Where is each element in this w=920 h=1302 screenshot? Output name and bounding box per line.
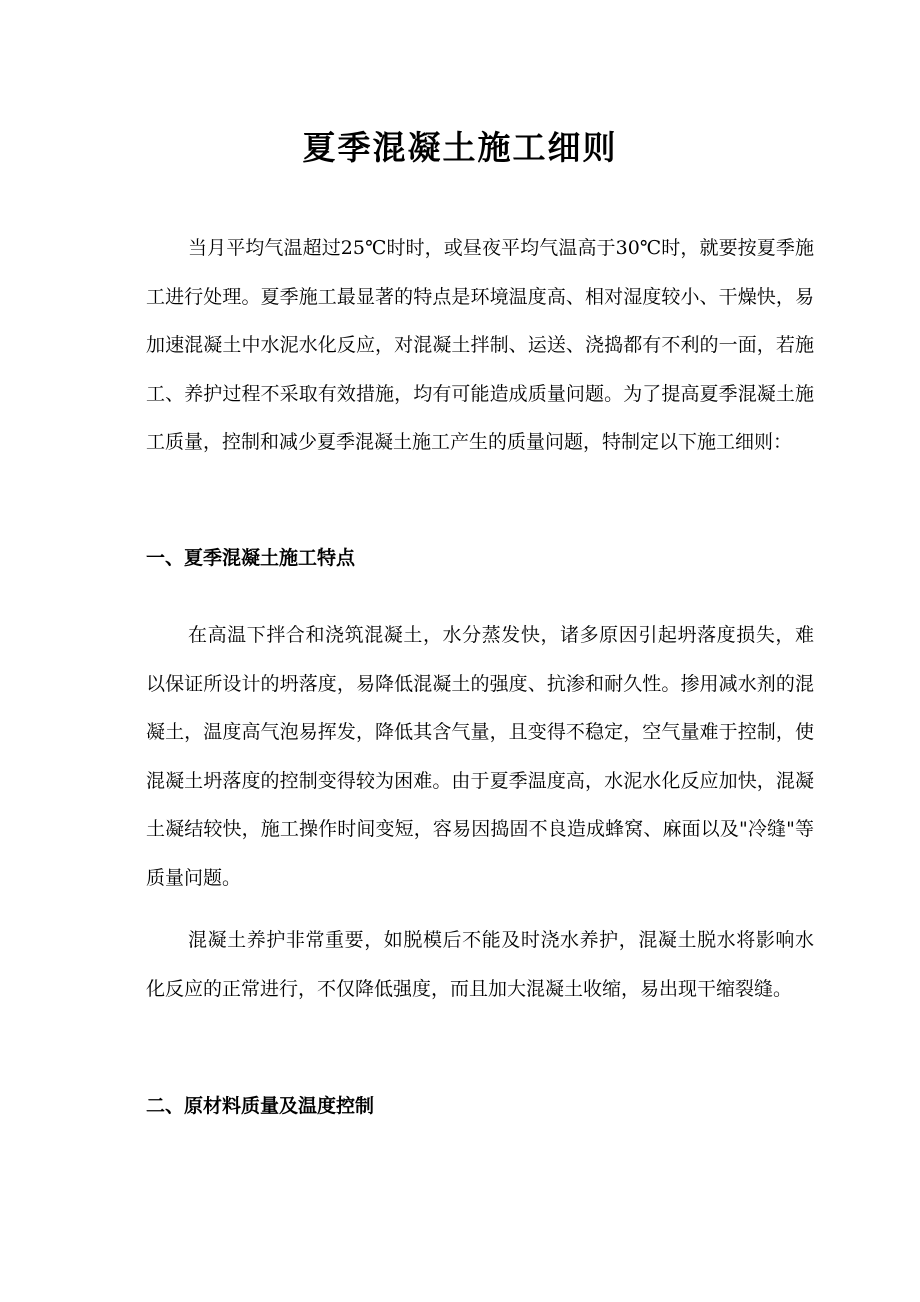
section-1-paragraph-2: 混凝土养护非常重要，如脱模后不能及时浇水养护，混凝土脱水将影响水化反应的正常进行，不仅降低强度，而且加大混凝土收缩，易出现干缩裂缝。 <box>146 929 814 1000</box>
section-heading-2: 二、原材料质量及温度控制 <box>146 1095 375 1117</box>
intro-paragraph: 当月平均气温超过25℃时时，或昼夜平均气温高于30℃时，就要按夏季施工进行处理。夏季施工最显著的特点是环境温度高、相对湿度较小、干燥快，易加速混凝土中水泥水化反应，对混凝土拌制、运送、浇捣都有不利的一面，若施工、养护过程不采取有效措施，均有可能造成质量问题。为了提高夏季混凝土施工质量，控制和减少夏季混凝土施工产生的质量问题，特制定以下施工细则： <box>146 237 814 453</box>
section-1-paragraph-1: 在高温下拌合和浇筑混凝土，水分蒸发快，诸多原因引起坍落度损失，难以保证所设计的坍落度，易降低混凝土的强度、抗渗和耐久性。掺用减水剂的混凝土，温度高气泡易挥发，降低其含气量，且变得不稳定，空气量难于控制，使混凝土坍落度的控制变得较为困难。由于夏季温度高，水泥水化反应加快，混凝土凝结较快，施工操作时间变短，容易因捣固不良造成蜂窝、麻面以及"冷缝"等质量问题。 <box>146 624 814 889</box>
page-title: 夏季混凝土施工细则 <box>302 128 618 167</box>
section-heading-1: 一、夏季混凝土施工特点 <box>146 547 356 569</box>
